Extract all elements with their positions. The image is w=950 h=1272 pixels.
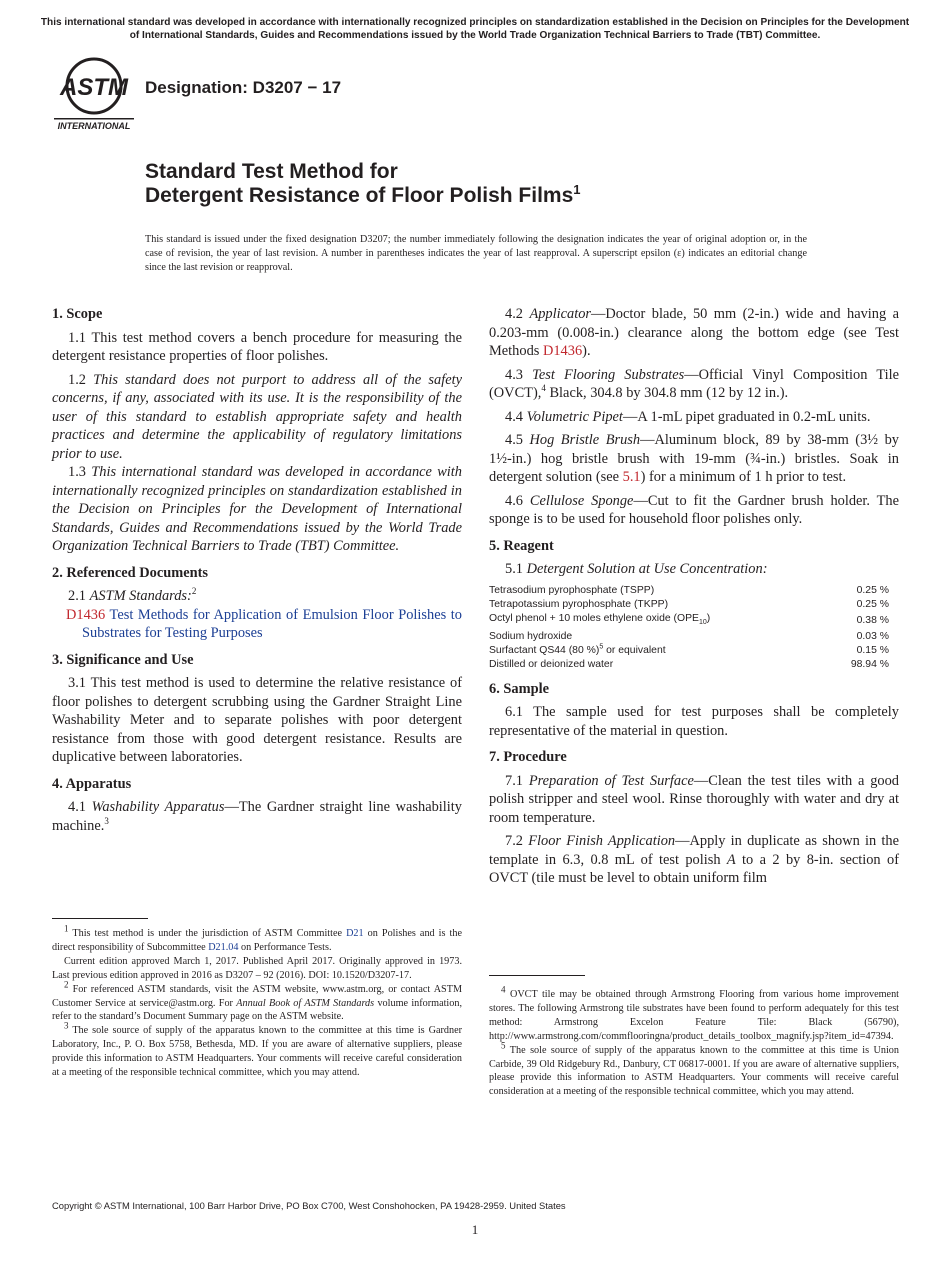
page-number: 1 [471, 1222, 479, 1237]
right-column [489, 305, 899, 888]
reagent-name: Tetrasodium pyrophosphate (TSPP) [489, 584, 655, 596]
logo-text: ASTM [60, 74, 128, 101]
reagent-table [489, 584, 889, 672]
para-7-2: 7.2 Floor Finish Application—Apply in duplicate as shown in the template in 6.3, 0.8 mL of test polish A to a 2 by 8-in. section of OVCT (tile must be level to obtain uniform film [489, 833, 900, 887]
para-2-1: 2.1 ASTM Standards:$^2$ [68, 586, 197, 604]
reagent-value: 0.03 % [856, 630, 889, 642]
left-column [52, 305, 462, 835]
para-1-1: 1.1 This test method covers a bench procedure for measuring the detergent resistance properties of floor polishes. [52, 329, 462, 364]
reagent-value: 0.25 % [856, 598, 889, 610]
para-4-1: 4.1 Washability Apparatus—The Gardner straight line washability machine.$^3$ [52, 799, 463, 834]
footnote-rule-right [489, 975, 585, 976]
para-6-1: 6.1 The sample used for test purposes shall be completely representative of the material in question. [489, 704, 899, 739]
reagent-row [489, 598, 889, 612]
section-7-heading: 7. Procedure [489, 749, 567, 766]
para-1-2: 1.2 This standard does not purport to address all of the safety concerns, if any, associated with its use. It is the responsibility of the user of this standard to establish appropriate safety and health practices and determine the applicability of regulatory limitations prior to use. [52, 371, 462, 462]
para-4-2: 4.2 Applicator—Doctor blade, 50 mm (2-in.) wide and having a 0.203-mm (0.008-in.) clearance along the bottom edge (see Test Methods D1436). [489, 306, 899, 359]
astm-logo [52, 56, 136, 132]
para-4-6: 4.6 Cellulose Sponge—Cut to fit the Gardner brush holder. The sponge is to be used for household floor polishes only. [489, 492, 899, 527]
section-1-heading: 1. Scope [52, 306, 103, 322]
link-d21[interactable]: D21 [346, 928, 364, 939]
link-5-1[interactable]: 5.1 [622, 469, 641, 485]
ref-title-link[interactable]: Test Methods for Application of Emulsion Floor Polishes to Substrates for Testing Purposes [82, 606, 462, 641]
footnote-4: $^4$ OVCT tile may be obtained through Armstrong Flooring from various home improvement stores. The following Armstrong tile substrates have been found to perform adequately for this test method: Armstrong Excelon Feature Tile: Black (56790), http://www.armstrong.com/commflooringna/product_details_toolbox_magnify.jsp?item_id=47394. [489, 984, 899, 1042]
footnote-1: $^1$ This test method is under the jurisdiction of ASTM Committee D21 on Polishes and is the direct responsibility of Subcommittee D21.04 on Performance Tests. [52, 923, 462, 953]
para-3-1: 3.1 This test method is used to determine the relative resistance of floor polishes to detergent scrubbing using the Gardner Straight Line Washability Meter and to separate polishes with poor detergent resistance from those with good detergent resistance. Results are duplicative between laboratories. [52, 675, 462, 765]
reagent-row [489, 658, 889, 672]
para-4-4: 4.4 Volumetric Pipet—A 1-mL pipet graduated in 0.2-mL units. [505, 408, 871, 425]
title-line-1: Standard Test Method for [145, 160, 398, 183]
reagent-name: Surfactant QS44 (80 %)$^5$ or equivalent [489, 643, 666, 656]
copyright-line: Copyright © ASTM International, 100 Barr Harbor Drive, PO Box C700, West Conshohocken, PA 19428-2959. United States [52, 1200, 566, 1211]
astm-logo-icon [52, 56, 136, 132]
para-4-5: 4.5 Hog Bristle Brush—Aluminum block, 89 by 38-mm (3½ by 1½-in.) hog bristle brush with 19-mm (¾-in.) bristles. Soak in detergent solution (see 5.1) for a minimum of 1 h prior to test. [489, 432, 899, 485]
section-4-heading: 4. Apparatus [52, 775, 132, 792]
section-2-heading: 2. Referenced Documents [52, 564, 208, 581]
left-footnotes [52, 923, 463, 1080]
para-4-3: 4.3 Test Flooring Substrates—Official Vinyl Composition Tile (OVCT),$^4$ Black, 304.8 by 304.8 mm (12 by 12 in.). [489, 366, 899, 401]
designation: Designation: D3207 − 17 [145, 78, 342, 97]
reagent-value: 0.15 % [856, 644, 889, 656]
footnote-2: $^2$ For referenced ASTM standards, visit the ASTM website, www.astm.org, or contact ASTM Customer Service at service@astm.org. For Annual Book of ASTM Standards volume information, refer to the standard’s Document Summary page on the ASTM website. [52, 979, 463, 1023]
title-footnote-ref: 1 [573, 182, 581, 197]
section-6-heading: 6. Sample [489, 680, 549, 697]
reagent-name: Distilled or deionized water [489, 658, 614, 670]
section-3-heading: 3. Significance and Use [52, 651, 194, 668]
link-d21-04[interactable]: D21.04 [208, 941, 239, 953]
logo-subtext: INTERNATIONAL [57, 121, 131, 131]
title-line-2: Detergent Resistance of Floor Polish Films$^1$ [145, 182, 581, 207]
right-footnotes [489, 984, 899, 1099]
reagent-value: 98.94 % [850, 658, 889, 670]
reagent-value: 0.25 % [856, 584, 889, 596]
reagent-name: Tetrapotassium pyrophosphate (TKPP) [489, 598, 669, 610]
para-1-3: 1.3 This international standard was developed in accordance with internationally recognized principles on standardization established in the Decision on Principles for the Development of International Standards, Guides and Recommendations issued by the World Trade Organization Technical Barriers to Trade (TBT) Committee. [52, 464, 462, 554]
reagent-row [489, 584, 889, 598]
footnote-3: $^3$ The sole source of supply of the apparatus known to the committee at this time is Gardner Laboratory, Inc., P. O. Box 5758, Bethesda, MD. If you are aware of alternative suppliers, please provide this information to ASTM Headquarters. Your comments will receive careful consideration at a meeting of the responsible technical committee, which you may attend. [52, 1020, 462, 1079]
reagent-row [489, 644, 889, 658]
referenced-document [52, 606, 462, 643]
reagent-row [489, 630, 889, 644]
document-title [145, 160, 581, 208]
footnote-rule-left [52, 918, 148, 919]
footnote-5: $^5$ The sole source of supply of the apparatus known to the committee at this time is Union Carbide, 39 Old Ridgebury Rd., Danbury, CT 06817-0001. If you are aware of alternative suppliers, please provide this information to ASTM Headquarters. Your comments will receive careful consideration at a meeting of the responsible technical committee, which you may attend. [489, 1040, 899, 1098]
reagent-name: Sodium hydroxide [489, 630, 573, 642]
ref-link-d1436[interactable]: D1436 [66, 606, 106, 623]
para-7-1: 7.1 Preparation of Test Surface—Clean the test tiles with a good polish stripper and steel wool. Rinse thoroughly with water and dry at room temperature. [489, 772, 899, 826]
link-d1436[interactable]: D1436 [542, 343, 583, 359]
issuance-statement: This standard is issued under the fixed designation D3207; the number immediately following the designation indicates the year of original adoption or, in the case of revision, the year of last revision. A number in parentheses indicates the year of last reapproval. A superscript epsilon (ε) indicates an editorial change since the last revision or reapproval. [145, 234, 807, 273]
para-5-1: 5.1 Detergent Solution at Use Concentration: [505, 561, 768, 577]
reagent-value: 0.38 % [856, 614, 889, 626]
footnote-1-edition: Current edition approved March 1, 2017. Published April 2017. Originally approved in 1973. Last previous edition approved in 2016 as D3207 – 92 (2016). DOI: 10.1520/D3207-17. [52, 955, 462, 981]
reagent-row [489, 612, 889, 630]
reagent-name: Octyl phenol + 10 moles ethylene oxide $(OPE_{10})$ [489, 612, 711, 626]
top-notice: This international standard was developed in accordance with internationally recognized principles on standardization established in the Decision on Principles for the Development of International Standards, Guides and Recommendations issued by the World Trade Organization Technical Barriers to Trade (TBT) Committee. [40, 17, 910, 41]
section-5-heading: 5. Reagent [489, 537, 554, 554]
